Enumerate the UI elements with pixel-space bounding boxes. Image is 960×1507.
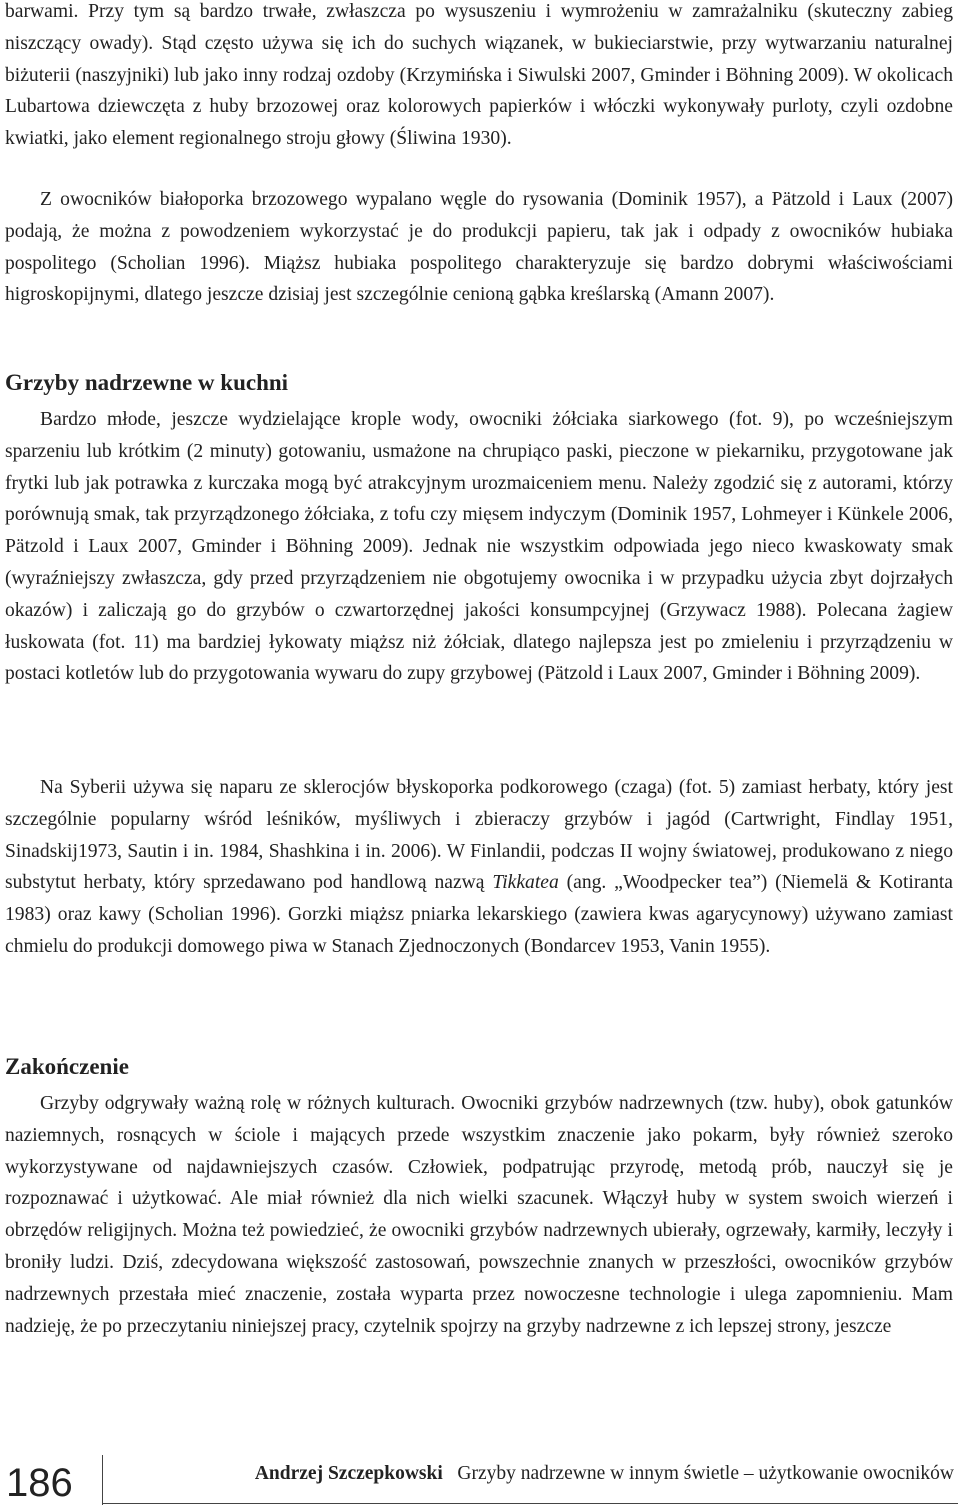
footer-author: Andrzej Szczepkowski xyxy=(254,1463,443,1484)
paragraph-4: Na Syberii używa się naparu ze sklerocjów błyskoporka podkorowego (czaga) (fot. 5) zamiast herbaty, który jest szczególnie popularny wśród leśników, myśliwych i zbieraczy grzybów i jagód (Cartwright, Findlay 1951, Sinadskij1973, Sautin i in. 1984, Shashkina i in. 2006). W Finlandii, podczas II wojny światowej, produkowano z niego substytut herbaty, który sprzedawano pod handlową nazwą Tikkatea (ang. „Woodpecker tea”) (Niemelä & Kotiranta 1983) oraz kawy (Scholian 1996). Gorzki miąższ pniarka lekarskiego (zawiera kwas agarycynowy) używano zamiast chmielu do produkcji domowego piwa w Stanach Zjednoczonych (Bondarcev 1953, Vanin 1955). xyxy=(5,777,954,957)
running-footer xyxy=(255,1461,954,1487)
paragraph-2: Z owocników białoporka brzozowego wypalano węgle do rysowania (Dominik 1957), a Pätzold i Laux (2007) podają, że można z powodzeniem wykorzystać je do produkcji papieru, tak jak i odpady z owocników hubiaka pospolitego (Scholian 1996). Miąższ hubiaka pospolitego charakteryzuje się bardzo dobrymi właściwościami higroskopijnymi, dlatego jeszcze dzisiaj jest szczególnie cenioną gąbka kreślarską (Amann 2007). xyxy=(5,189,953,306)
paragraph-5: Grzyby odgrywały ważną rolę w różnych kulturach. Owocniki grzybów nadrzewnych (tzw. huby), obok gatunków naziemnych, rosnących w ściole i mających przede wszystkim znaczenie jako pokarm, były również szeroko wykorzystywane od najdawniejszych czasów. Człowiek, podpatrując przyrodę, metodą prób, nauczył się je rozpoznawać i użytkować. Ale miał również dla nich wielki szacunek. Włączył huby w system swoich wierzeń i obrzędów religijnych. Można też powiedzieć, że owocniki grzybów nadrzewnych ubierały, ogrzewały, karmiły, leczyły i broniły ludzi. Dziś, zdecydowana większość zastosowań, powszechnie znanych w przeszłości, owocników grzybów nadrzewnych przestała mieć znaczenie, została wyparta przez nowoczesne technologie i ulega zapomnieniu. Mam nadzieję, że po przeczytaniu niniejszej pracy, czytelnik spojrzy na grzyby nadrzewne z ich lepszej strony, jeszcze xyxy=(5,1093,953,1337)
footer-horizontal-rule xyxy=(102,1503,958,1504)
footer-vertical-rule xyxy=(102,1455,103,1505)
paragraph-1: barwami. Przy tym są bardzo trwałe, zwłaszcza po wysuszeniu i wymrożeniu w zamrażalniku (skuteczny zabieg niszczący owady). Stąd często używa się ich do suchych wiązanek, w bukieciarstwie, przy wytwarzaniu naturalnej biżuterii (naszyjniki) lub jako inny rodzaj ozdoby (Krzymińska i Siwulski 2007, Gminder i Böhning 2009). W okolicach Lubartowa dziewczęta z huby brzozowej oraz kolorowych papierków i włóczki wykonywały purloty, czyli ozdobne kwiatki, jako element regionalnego stroju głowy (Śliwina 1930). xyxy=(5,1,953,150)
page-footer xyxy=(0,1447,960,1507)
page-number: 186 xyxy=(6,1461,73,1505)
section-heading-conclusion: Zakończenie xyxy=(5,1054,129,1079)
paragraph-3: Bardzo młode, jeszcze wydzielające krople wody, owocniki żółciaka siarkowego (fot. 9), po wcześniejszym sparzeniu lub krótkim (2 minuty) gotowaniu, usmażone na chrupiąco paski, pieczone w piekarniku, przygotowane jak frytki lub jak potrawka z kurczaka mogą być atrakcyjnym urozmaiceniem menu. Należy zgodzić się z autorami, którzy porównują smak, tak przyrządzonego żółciaka, z tofu czy mięsem indyczym (Dominik 1957, Lohmeyer i Künkele 2006, Pätzold i Laux 2007, Gminder i Böhning 2009). Jednak nie wszystkim odpowiada jego nieco kwaskowaty smak (wyraźniejszy zwłaszcza, gdy przed przyrządzeniem nie obgotujemy owocnika i w przypadku użycia zbyt dojrzałych okazów) i zaliczają go do grzybów o czwartorzędnej jakości konsumpcyjnej (Grzywacz 1988). Polecana żagiew łuskowata (fot. 11) ma bardziej łykowaty miąższ niż żółciak, dlatego najlepsza jest po zmieleniu i przyrządzeniu w postaci kotletów lub do przygotowania wywaru do zupy grzybowej (Pätzold i Laux 2007, Gminder i Böhning 2009). xyxy=(5,409,953,685)
tikkatea-name: Tikkatea xyxy=(492,872,559,894)
section-heading-kitchen: Grzyby nadrzewne w kuchni xyxy=(5,370,289,395)
footer-title: Grzyby nadrzewne w innym świetle – użytkowanie owocników xyxy=(457,1463,954,1484)
